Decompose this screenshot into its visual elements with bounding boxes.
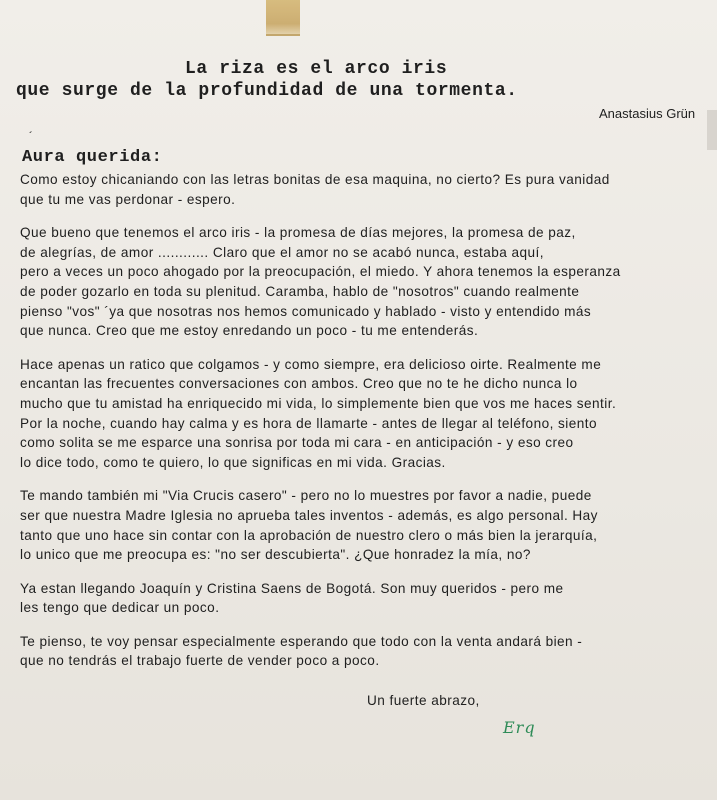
closing-line: Un fuerte abrazo, <box>367 693 480 708</box>
text-line: como solita se me esparce una sonrisa por toda mi cara - en anticipación - y eso creo <box>20 435 574 451</box>
paragraph <box>20 170 710 209</box>
ink-mark: ´ <box>27 130 35 144</box>
text-line: les tengo que dedicar un poco. <box>20 600 220 616</box>
epigraph-line-2: que surge de la profundidad de una tormenta. <box>16 81 518 101</box>
paragraph <box>20 223 710 341</box>
text-line: Te mando también mi "Via Crucis casero" - pero no lo muestres por favor a nadie, puede <box>20 488 592 504</box>
text-line: Te pienso, te voy pensar especialmente esperando que todo con la venta andará bien - <box>20 633 583 649</box>
epigraph-author: Anastasius Grün <box>599 106 696 121</box>
paragraph <box>20 355 710 473</box>
text-line: lo dice todo, como te quiero, lo que significas en mi vida. Gracias. <box>20 454 446 470</box>
text-line: tanto que uno hace sin contar con la aprobación de nuestro clero o más bien la jerarquía, <box>20 527 598 543</box>
text-line: Que bueno que tenemos el arco iris - la promesa de días mejores, la promesa de paz, <box>20 225 576 241</box>
text-line: Por la noche, cuando hay calma y es hora de llamarte - antes de llegar al teléfono, siento <box>20 415 598 431</box>
epigraph-line-1: La riza es el arco iris <box>185 59 448 79</box>
text-line: Ya estan llegando Joaquín y Cristina Saens de Bogotá. Son muy queridos - pero me <box>20 580 564 596</box>
text-line: de poder gozarlo en toda su plenitud. Caramba, hablo de "nosotros" cuando realmente <box>20 283 580 299</box>
paragraph <box>20 632 710 671</box>
paragraph <box>20 486 710 564</box>
text-line: que no tendrás el trabajo fuerte de vender poco a poco. <box>20 653 380 669</box>
tape-strip <box>266 0 300 36</box>
page-edge-mark <box>707 110 717 150</box>
text-line: encantan las frecuentes conversaciones con ambos. Creo que no te he dicho nunca lo <box>20 376 578 392</box>
salutation: Aura querida: <box>22 148 163 167</box>
text-line: pero a veces un poco ahogado por la preocupación, el miedo. Y ahora tenemos la esperanza <box>20 264 621 280</box>
text-line: lo unico que me preocupa es: "no ser descubierta". ¿Que honradez la mía, no? <box>20 547 531 563</box>
text-line: Como estoy chicaniando con las letras bonitas de esa maquina, no cierto? Es pura vanidad <box>20 172 610 187</box>
text-line: Hace apenas un ratico que colgamos - y como siempre, era delicioso oirte. Realmente me <box>20 356 602 372</box>
signature: Erq <box>503 718 536 737</box>
text-line: de alegrías, de amor ............ Claro que el amor no se acabó nunca, estaba aquí, <box>20 244 544 260</box>
letter-body <box>20 170 710 685</box>
text-line: ser que nuestra Madre Iglesia no aprueba tales inventos - además, es algo personal. Hay <box>20 507 598 523</box>
text-line: mucho que tu amistad ha enriquecido mi vida, lo simplemente bien que vos me haces sentir. <box>20 395 617 411</box>
text-line: que nunca. Creo que me estoy enredando un poco - tu me entenderás. <box>20 323 479 339</box>
paragraph <box>20 579 710 618</box>
text-line: que tu me vas perdonar - espero. <box>20 191 236 207</box>
text-line: pienso "vos" ´ya que nosotras nos hemos comunicado y hablado - visto y entendido más <box>20 303 592 319</box>
